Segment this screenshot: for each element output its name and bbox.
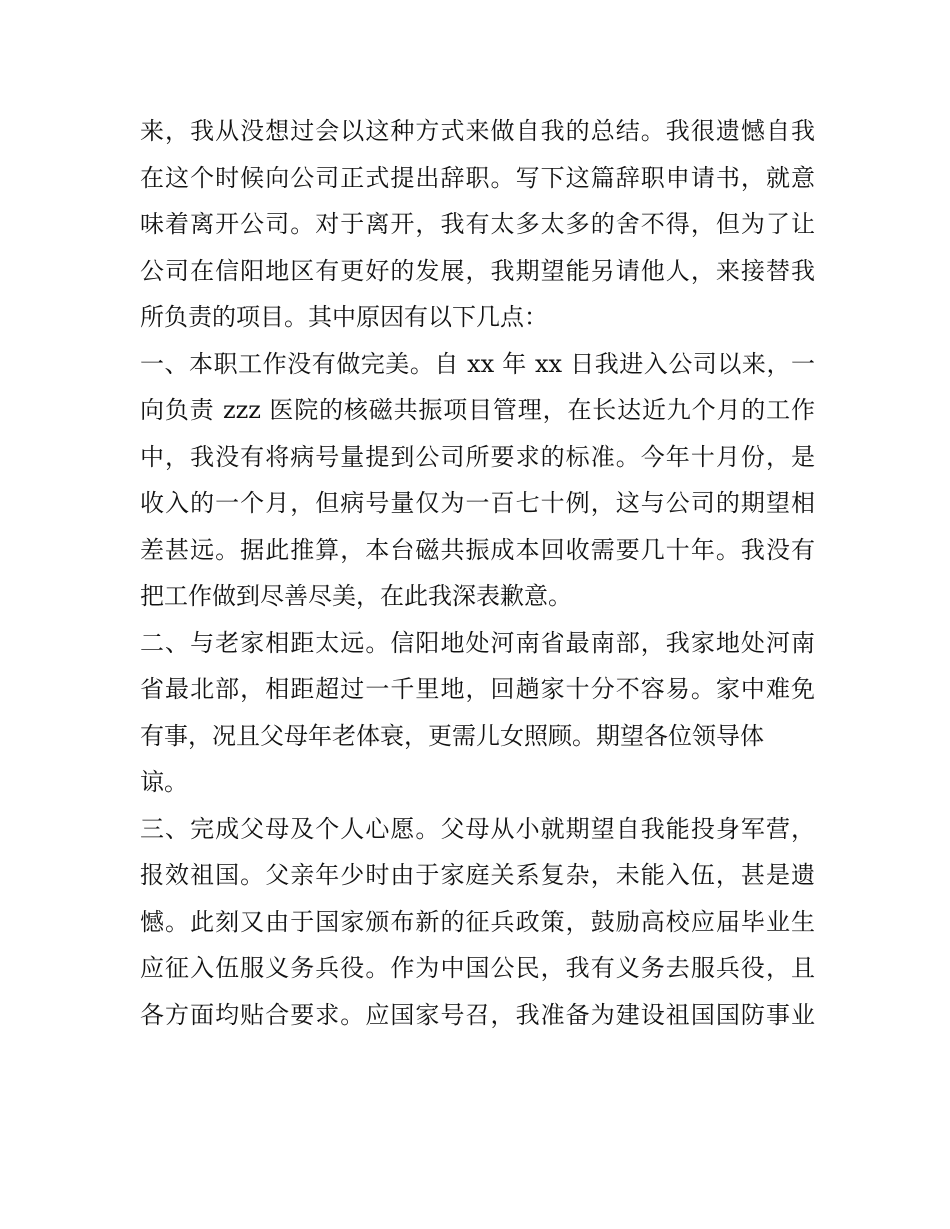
text-line: 所负责的项目。其中原因有以下几点： xyxy=(140,303,548,331)
text-line: 各方面均贴合要求。应国家号召，我准备为建设祖国国防事业 xyxy=(140,1000,815,1029)
text-line: 三、完成父母及个人心愿。父母从小就期望自我能投身军营， xyxy=(140,814,815,843)
text-line: 有事，况且父母年老体衰，更需儿女照顾。期望各位领导体 xyxy=(140,721,764,750)
text-line: 二、与老家相距太远。信阳地处河南省最南部，我家地处河南 xyxy=(140,628,815,657)
text-line: 差甚远。据此推算，本台磁共振成本回收需要几十年。我没有 xyxy=(140,535,815,564)
text-line: 报效祖国。父亲年少时由于家庭关系复杂，未能入伍，甚是遗 xyxy=(140,861,815,889)
text-line: 谅。 xyxy=(140,768,188,796)
text-line: 公司在信阳地区有更好的发展，我期望能另请他人，来接替我 xyxy=(140,256,815,285)
body-text xyxy=(140,108,815,1038)
text-line: 收入的一个月，但病号量仅为一百七十例，这与公司的期望相 xyxy=(140,489,815,517)
text-line: 省最北部，相距超过一千里地，回趟家十分不容易。家中难免 xyxy=(140,675,815,703)
text-line: 一、本职工作没有做完美。自 xx 年 xx 日我进入公司以来，一 xyxy=(140,349,815,378)
text-line: 把工作做到尽善尽美，在此我深表歉意。 xyxy=(140,582,572,610)
text-line: 在这个时候向公司正式提出辞职。写下这篇辞职申请书，就意 xyxy=(140,163,815,192)
text-line: 中，我没有将病号量提到公司所要求的标准。今年十月份，是 xyxy=(140,442,815,471)
text-line: 向负责 zzz 医院的核磁共振项目管理，在长达近九个月的工作 xyxy=(140,396,815,424)
text-line: 应征入伍服义务兵役。作为中国公民，我有义务去服兵役，且 xyxy=(140,954,815,982)
text-line: 来，我从没想过会以这种方式来做自我的总结。我很遗憾自我 xyxy=(140,117,815,145)
text-line: 味着离开公司。对于离开，我有太多太多的舍不得，但为了让 xyxy=(140,210,815,238)
text-line: 憾。此刻又由于国家颁布新的征兵政策，鼓励高校应届毕业生 xyxy=(140,907,815,936)
